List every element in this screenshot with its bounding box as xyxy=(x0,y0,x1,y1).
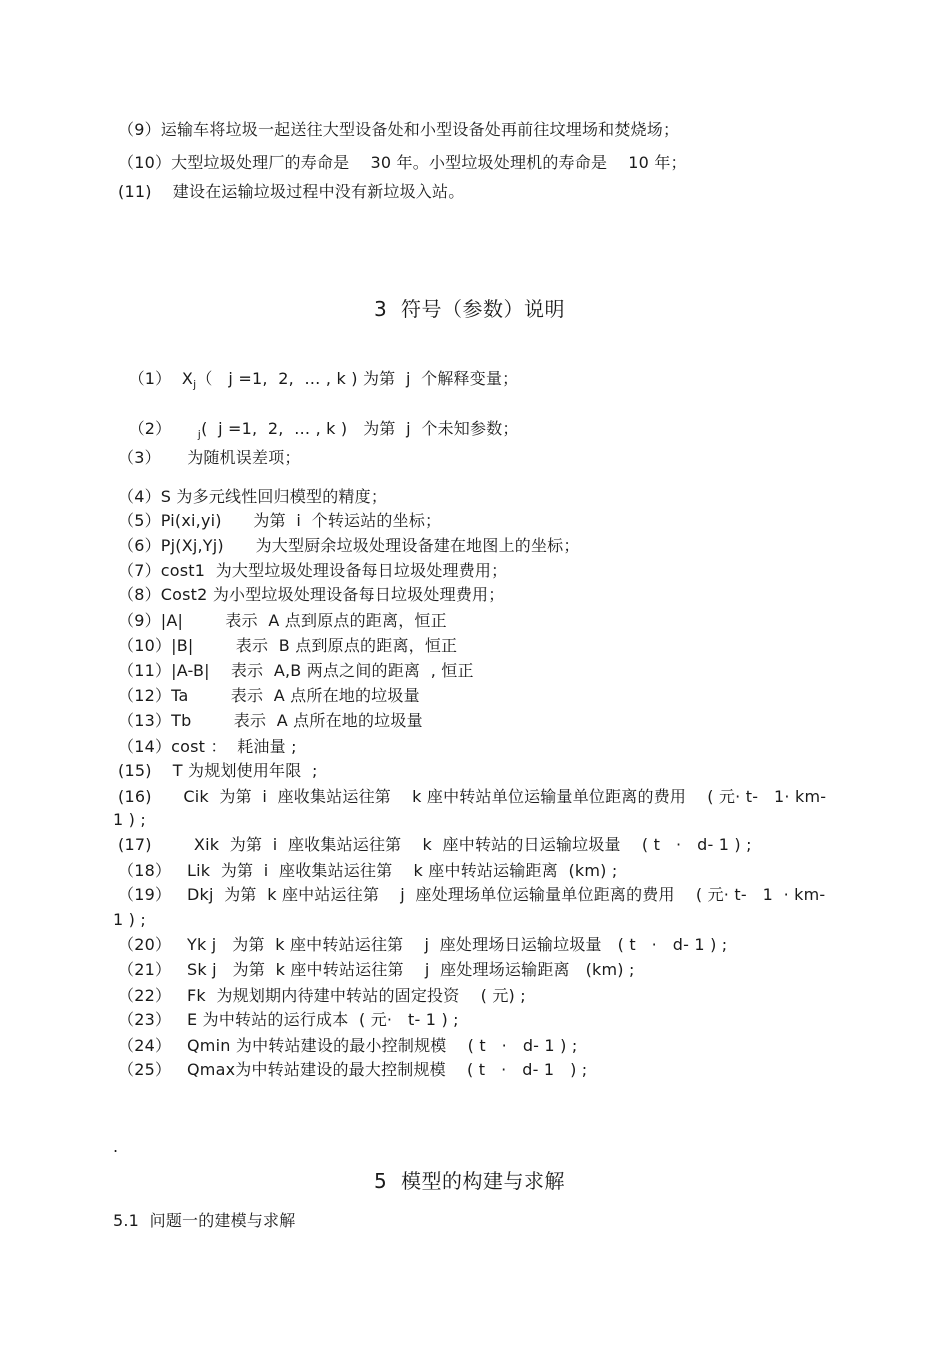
symbol-9: （9）|A| 表示 A 点到原点的距离，恒正 xyxy=(118,611,447,630)
symbol-5: （5）Pi(xi,yi) 为第 i 个转运站的坐标； xyxy=(118,511,442,530)
symbol-12: （12）Ta 表示 A 点所在地的垃圾量 xyxy=(118,686,420,705)
symbol-4: （4）S 为多元线性回归模型的精度； xyxy=(118,487,388,506)
assumption-10: （10）大型垃圾处理厂的寿命是 30 年。小型垃圾处理机的寿命是 10 年； xyxy=(118,153,687,172)
symbol-19-continued: 1 ) ; xyxy=(113,910,146,929)
separator-dot: . xyxy=(113,1137,119,1156)
assumption-11: (11) 建设在运输垃圾过程中没有新垃圾入站。 xyxy=(118,182,465,201)
symbol-19: （19） Dkj 为第 k 座中站运往第 j 座处理场单位运输量单位距离的费用 ( 元· t- 1 · km- xyxy=(118,885,826,904)
symbol-15: (15) T 为规划使用年限 ; xyxy=(118,761,318,780)
symbol-1-subscript: j xyxy=(193,378,197,391)
symbol-24: （24） Qmin 为中转站建设的最小控制规模 ( t · d- 1 ) ; xyxy=(118,1036,578,1055)
symbol-1 xyxy=(118,346,518,392)
symbol-2-subscript: j xyxy=(197,428,202,441)
symbol-16-continued: 1 ) ; xyxy=(113,810,146,829)
symbol-2-pre: （2） xyxy=(128,419,198,438)
section-3-title: 3 符号（参数）说明 xyxy=(374,297,565,321)
symbol-8: （8）Cost2 为小型垃圾处理设备每日垃圾处理费用； xyxy=(118,585,505,604)
symbol-22: （22） Fk 为规划期内待建中转站的固定投资 ( 元) ; xyxy=(118,986,526,1005)
symbol-11: （11）|A-B| 表示 A,B 两点之间的距离 , 恒正 xyxy=(118,661,474,680)
symbol-14: （14）cost ： 耗油量 ; xyxy=(118,737,297,756)
symbol-18: （18） Lik 为第 i 座收集站运往第 k 座中转站运输距离 (km) ; xyxy=(118,861,618,880)
symbol-3: （3） 为随机误差项； xyxy=(118,448,301,467)
section-5-title: 5 模型的构建与求解 xyxy=(374,1169,565,1193)
symbol-23: （23） E 为中转站的运行成本 ( 元· t- 1 ) ; xyxy=(118,1010,459,1029)
symbol-13: （13）Tb 表示 A 点所在地的垃圾量 xyxy=(118,711,423,730)
symbol-2-post: ( j =1, 2, … , k ) 为第 j 个未知参数； xyxy=(201,419,519,438)
symbol-1-post: （ j =1, 2, … , k ) 为第 j 个解释变量； xyxy=(196,369,519,388)
symbol-10: （10）|B| 表示 B 点到原点的距离，恒正 xyxy=(118,636,458,655)
symbol-1-pre: （1） X xyxy=(128,369,194,388)
symbol-7: （7）cost1 为大型垃圾处理设备每日垃圾处理费用； xyxy=(118,561,508,580)
section-5-1-title: 5.1 问题一的建模与求解 xyxy=(113,1211,296,1230)
symbol-20: （20） Yk j 为第 k 座中转站运往第 j 座处理场日运输垃圾量 ( t · d- 1 ) ; xyxy=(118,935,728,954)
symbol-6: （6）Pj(Xj,Yj) 为大型厨余垃圾处理设备建在地图上的坐标； xyxy=(118,536,580,555)
symbol-25: （25） Qmax为中转站建设的最大控制规模 ( t · d- 1 ) ; xyxy=(118,1060,588,1079)
symbol-17: (17) Xik 为第 i 座收集站运往第 k 座中转站的日运输垃圾量 ( t · d- 1 ) ; xyxy=(118,835,752,854)
symbol-16: (16) Cik 为第 i 座收集站运往第 k 座中转站单位运输量单位距离的费用 ( 元· t- 1· km- xyxy=(118,787,827,806)
assumption-9: （9）运输车将垃圾一起送往大型设备处和小型设备处再前往坟埋场和焚烧场； xyxy=(118,120,680,139)
symbol-2 xyxy=(118,396,519,442)
symbol-21: （21） Sk j 为第 k 座中转站运往第 j 座处理场运输距离 (km) ; xyxy=(118,960,635,979)
